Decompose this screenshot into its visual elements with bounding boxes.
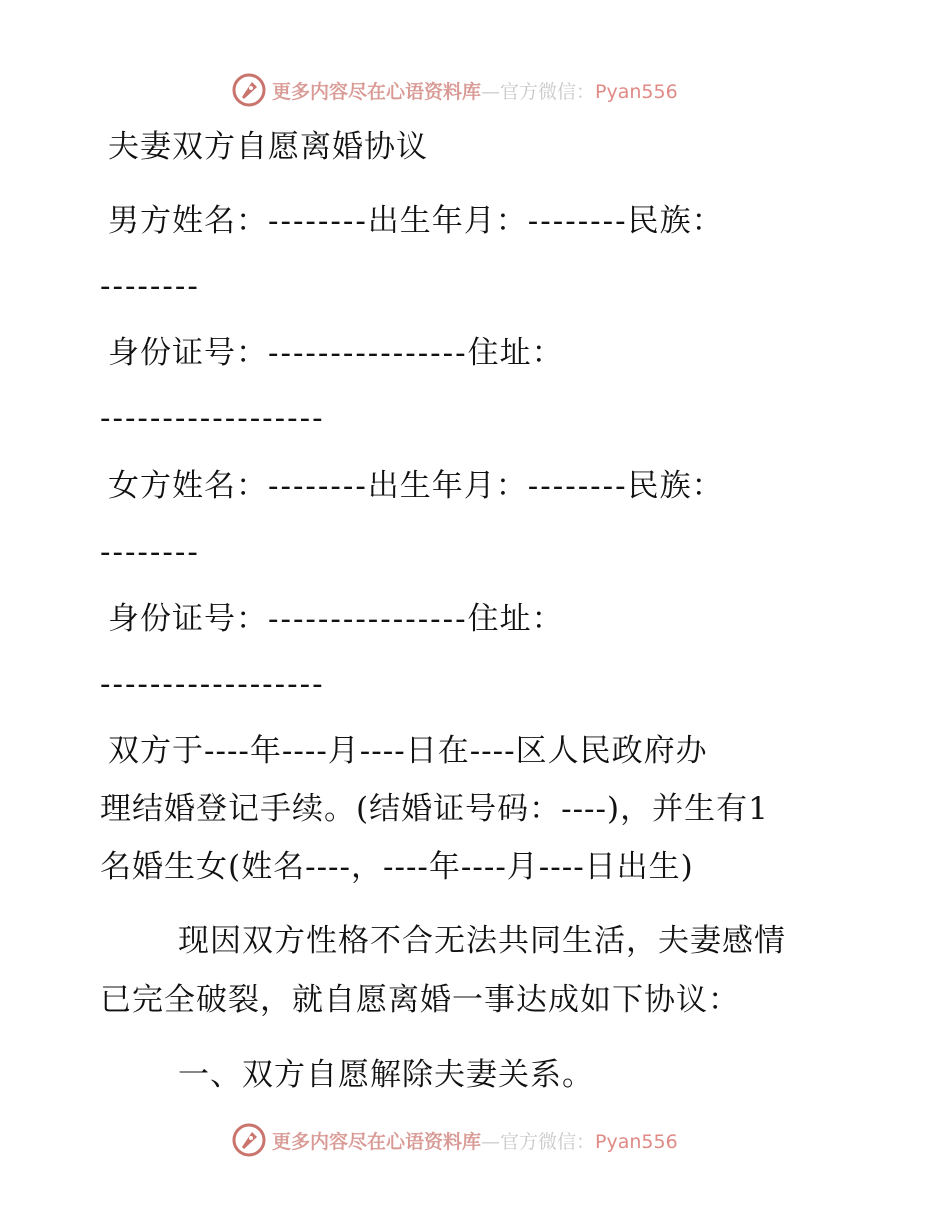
male-addr-blank: ------------------ [100, 400, 325, 436]
male-ethnic-blank: -------- [100, 268, 200, 304]
watermark-header [232, 70, 678, 110]
pen-nib-logo-icon [232, 1123, 266, 1157]
reason-line-2: 已完全破裂，就自愿离婚一事达成如下协议： [100, 982, 740, 1018]
female-addr-label: 住址： [467, 601, 564, 637]
male-addr-label: 住址： [467, 335, 564, 371]
marriage-line-1: 双方于----年----月----日在----区人民政府办 [108, 733, 708, 769]
watermark-text: 更多内容尽在心语资料库—官方微信：Pyan556 [272, 1130, 678, 1153]
pen-nib-logo-icon [232, 73, 266, 107]
female-ethnic-label: 民族： [627, 468, 724, 504]
female-addr-blank: ------------------ [100, 666, 325, 702]
male-name-label: 男方姓名： [108, 203, 268, 239]
reason-line-1: 现因双方性格不合无法共同生活，夫妻感情 [178, 923, 786, 959]
female-name-blank: -------- [268, 468, 368, 504]
female-id-line [108, 599, 564, 639]
marriage-line-3: 名婚生女(姓名----，----年----月----日出生) [100, 849, 694, 885]
female-birth-blank: -------- [527, 468, 628, 504]
watermark-text: 更多内容尽在心语资料库—官方微信：Pyan556 [272, 80, 678, 103]
female-ethnic-blank: -------- [100, 534, 200, 570]
female-birth-label: 出生年月： [367, 468, 528, 504]
female-id-blank: ---------------- [268, 601, 468, 637]
male-birth-blank: -------- [527, 203, 628, 239]
male-name-blank: -------- [268, 203, 368, 239]
male-id-label: 身份证号： [108, 335, 268, 371]
male-info-line [108, 201, 724, 241]
marriage-line-2: 理结婚登记手续。(结婚证号码：----)，并生有1 [100, 791, 769, 827]
male-id-line [108, 333, 564, 373]
watermark-footer [232, 1120, 678, 1160]
document-title: 夫妻双方自愿离婚协议 [108, 129, 428, 165]
male-ethnic-label: 民族： [627, 203, 724, 239]
male-id-blank: ---------------- [268, 335, 468, 371]
male-birth-label: 出生年月： [367, 203, 528, 239]
clause-1: 一、双方自愿解除夫妻关系。 [178, 1057, 594, 1093]
female-name-label: 女方姓名： [108, 468, 268, 504]
female-id-label: 身份证号： [108, 601, 268, 637]
female-info-line [108, 466, 724, 506]
